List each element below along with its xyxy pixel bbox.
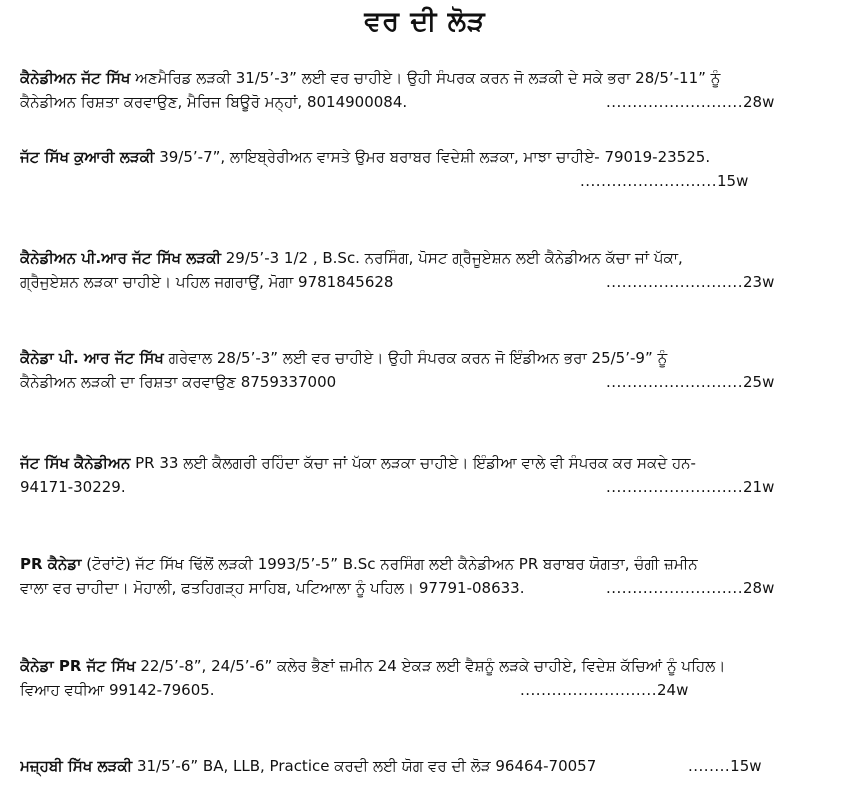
ad-text-cont: ਵਾਲਾ ਵਰ ਚਾਹੀਦਾ। ਮੋਹਾਲੀ, ਫਤਹਿਗੜ੍ਹ ਸਾਹਿਬ, ਪਟਿਆਲਾ ਨੂੰ ਪਹਿਲ। 97791-08633. — [20, 579, 525, 597]
ad-line-1 — [20, 346, 836, 370]
ad-line-1 — [20, 654, 836, 678]
ad-line-1 — [20, 246, 836, 270]
classified-ad-2 — [20, 145, 836, 190]
leader-dots: ........ — [688, 757, 731, 775]
ad-lead: ਜੱਟ ਸਿੱਖ ਕੁਆਰੀ ਲੜਕੀ — [20, 148, 155, 166]
ad-line-1 — [20, 66, 836, 90]
ad-code: 23w — [742, 273, 775, 291]
leader-dots: .......................... — [606, 579, 743, 597]
ad-line-1 — [20, 451, 836, 475]
leader-dots: .......................... — [520, 681, 657, 699]
ad-text: PR 33 ਲਈ ਕੈਲਗਰੀ ਰਹਿੰਦਾ ਕੱਚਾ ਜਾਂ ਪੱਕਾ ਲੜਕਾ ਚਾਹੀਏ। ਇੰਡੀਆ ਵਾਲੇ ਵੀ ਸੰਪਰਕ ਕਰ ਸਕਦੇ ਹਨ- — [130, 454, 696, 472]
ad-text: ਗਰੇਵਾਲ 28/5’-3” ਲਈ ਵਰ ਚਾਹੀਏ। ਉਹੀ ਸੰਪਰਕ ਕਰਨ ਜੋ ਇੰਡੀਅਨ ਭਰਾ 25/5’-9” ਨੂੰ — [163, 349, 668, 367]
ad-code: 15w — [716, 172, 749, 190]
ad-text: ਅਣਮੈਰਿਡ ਲੜਕੀ 31/5’-3” ਲਈ ਵਰ ਚਾਹੀਏ। ਉਹੀ ਸੰਪਰਕ ਕਰਨ ਜੋ ਲੜਕੀ ਦੇ ਸਕੇ ਭਰਾ 28/5’-11” ਨੂੰ — [130, 69, 721, 87]
ad-code-wrap — [520, 678, 688, 702]
ad-lead: ਜੱਟ ਸਿੱਖ ਕੈਨੇਡੀਅਨ — [20, 454, 131, 472]
classified-ad-3 — [20, 246, 836, 294]
ad-code: 21w — [742, 478, 775, 496]
ad-code: 28w — [742, 93, 775, 111]
ad-code: 15w — [730, 757, 762, 775]
ad-text: (ਟੋਰਾਂਟੋ) ਜੱਟ ਸਿੱਖ ਢਿੱਲੋਂ ਲੜਕੀ 1993/5’-5” B.Sc ਨਰਸਿੰਗ ਲਈ ਕੈਨੇਡੀਅਨ PR ਬਰਾਬਰ ਯੋਗਤਾ, ਚੰਗੀ ਜ਼ਮੀਨ — [81, 555, 698, 573]
classified-ad-5 — [20, 451, 836, 499]
leader-dots: .......................... — [606, 478, 743, 496]
ad-code-wrap — [606, 475, 774, 499]
ad-code-wrap — [606, 370, 774, 394]
leader-dots: .......................... — [606, 373, 743, 391]
ad-text-cont: ਵਿਆਹ ਵਧੀਆ 99142-79605. — [20, 681, 215, 699]
classified-ad-8 — [20, 754, 836, 778]
ad-line-1 — [20, 145, 836, 169]
ad-code: 28w — [742, 579, 775, 597]
ad-code-wrap — [606, 270, 774, 294]
leader-dots: .......................... — [606, 273, 743, 291]
ad-text-cont: 94171-30229. — [20, 478, 126, 496]
classified-ad-7 — [20, 654, 836, 702]
ad-text: 29/5’-3 1/2 , B.Sc. ਨਰਸਿੰਗ, ਪੋਸਟ ਗ੍ਰੈਜੂਏਸ਼ਨ ਲਈ ਕੈਨੇਡੀਅਨ ਕੱਚਾ ਜਾਂ ਪੱਕਾ, — [220, 249, 683, 267]
classified-ad-4 — [20, 346, 836, 394]
ad-text-cont: ਕੈਨੇਡੀਅਨ ਰਿਸ਼ਤਾ ਕਰਵਾਉਣ, ਮੈਰਿਜ ਬਿਊਰੋ ਮਨ੍ਹਾਂ, 8014900084. — [20, 93, 408, 111]
ad-text: 22/5’-8”, 24/5’-6” ਕਲੇਰ ਭੈਣਾਂ ਜ਼ਮੀਨ 24 ਏਕੜ ਲਈ ਵੈਸ਼ਨੂੰ ਲੜਕੇ ਚਾਹੀਏ, ਵਿਦੇਸ਼ ਕੱਚਿਆਂ ਨੂੰ ਪਹਿਲ। — [135, 657, 726, 675]
ad-lead: PR ਕੈਨੇਡਾ — [20, 555, 82, 573]
ad-lead: ਮਜ਼੍ਹਬੀ ਸਿੱਖ ਲੜਕੀ — [20, 757, 133, 775]
classified-ad-6 — [20, 552, 836, 600]
ad-code-wrap — [606, 90, 774, 114]
ad-lead: ਕੈਨੇਡਾ ਪੀ. ਆਰ ਜੱਟ ਸਿੱਖ — [20, 349, 164, 367]
ad-code-wrap — [606, 576, 774, 600]
ad-text: 39/5’-7”, ਲਾਇਬ੍ਰੇਰੀਅਨ ਵਾਸਤੇ ਉਮਰ ਬਰਾਬਰ ਵਿਦੇਸ਼ੀ ਲੜਕਾ, ਮਾਝਾ ਚਾਹੀਏ- 79019-23525. — [154, 148, 711, 166]
ad-lead: ਕੈਨੇਡੀਅਨ ਜੱਟ ਸਿੱਖ — [20, 69, 131, 87]
ad-code: 24w — [656, 681, 689, 699]
page-title: ਵਰ ਦੀ ਲੋੜ — [364, 6, 486, 37]
classified-ad-1 — [20, 66, 836, 114]
leader-dots: .......................... — [580, 172, 717, 190]
ad-line-2 — [20, 678, 836, 702]
ad-text-cont: ਗ੍ਰੈਜੁਏਸ਼ਨ ਲੜਕਾ ਚਾਹੀਏ। ਪਹਿਲ ਜਗਰਾਉਂ, ਮੋਗਾ 9781845628 — [20, 273, 394, 291]
ad-text-cont: ਕੈਨੇਡੀਅਨ ਲੜਕੀ ਦਾ ਰਿਸ਼ਤਾ ਕਰਵਾਉਣ 8759337000 — [20, 373, 337, 391]
leader-dots: .......................... — [606, 93, 743, 111]
ad-text: 31/5’-6” BA, LLB, Practice ਕਰਦੀ ਲਈ ਯੋਗ ਵਰ ਦੀ ਲੋੜ 96464-70057 — [132, 757, 597, 775]
ad-code-wrap — [580, 169, 748, 193]
ad-line-1 — [20, 552, 836, 576]
ad-lead: ਕੈਨੇਡੀਅਨ ਪੀ.ਆਰ ਜੱਟ ਸਿੱਖ ਲੜਕੀ — [20, 249, 221, 267]
ad-code: 25w — [742, 373, 775, 391]
ad-code-wrap — [688, 754, 762, 778]
ad-lead: ਕੈਨੇਡਾ PR ਜੱਟ ਸਿੱਖ — [20, 657, 136, 675]
